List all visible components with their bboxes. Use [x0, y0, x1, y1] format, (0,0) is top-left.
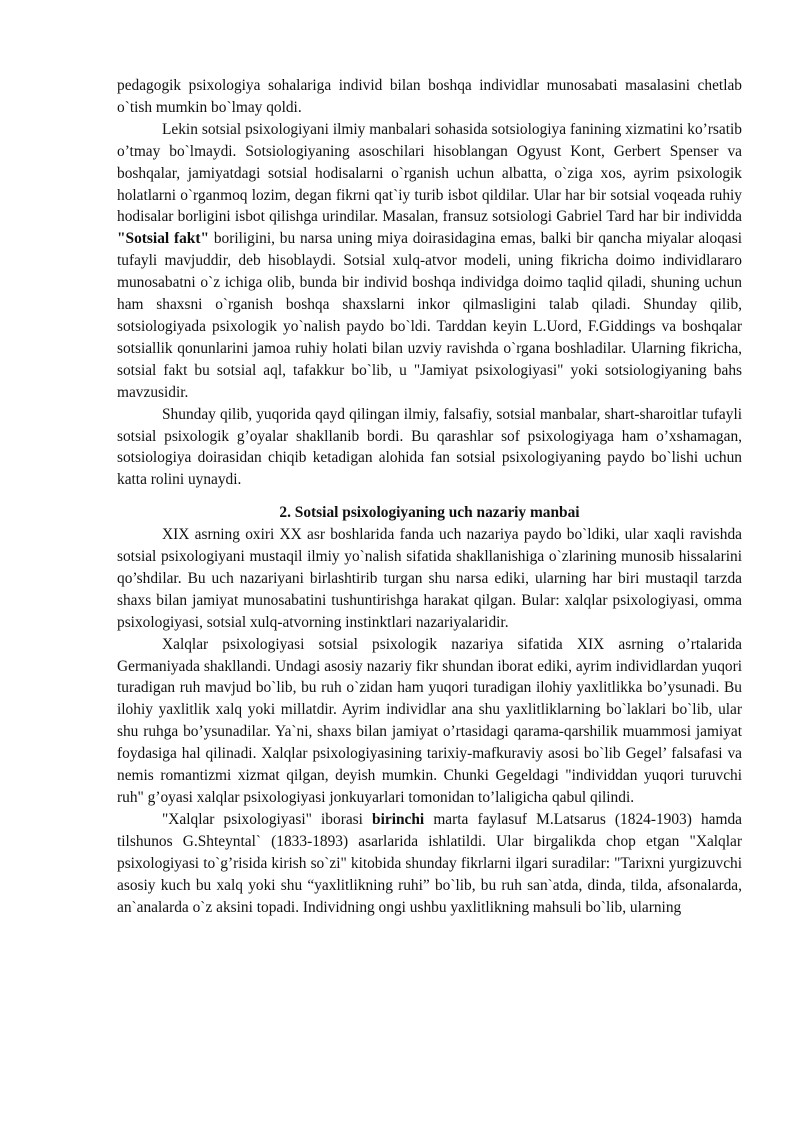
paragraph: pedagogik psixologiya sohalariga individ bilan boshqa individlar munosabati masalasini chetlab o`tish mumkin bo`lmay qoldi. [117, 77, 742, 116]
bold-term: "Sotsial fakt" [117, 230, 210, 248]
paragraph: Xalqlar psixologiyasi sotsial psixologik nazariya sifatida XIX asrning o’rtalarida Germaniyada shakllandi. Undagi asosiy nazariy fikr shundan iborat ediki, ayrim individlardan yuqori turadigan ruh mavjud bo`lib, bu ruh o`zidan ham yuqori turadigan ilohiy yaxlitlikka bo’ysunadi. Bu ilohiy yaxlitlik xalq yoki millatdir. Ayrim individlar ana shu yaxlitliklarning bo`laklari bo`lib, ular shu ruhga bo’ysunadilar. Ya`ni, shaxs bilan jamiyat o’rtasidagi qarama-qarshilik muammosi jamiyat foydasiga hal qilinadi. Xalqlar psixologiyasining tarixiy-mafkuraviy asosi bo`lib Gegel’ falsafasi va nemis romantizmi xizmat qilgan, deyish mumkin. Chunki Gegeldagi "individdan yuqori turuvchi ruh" g’oyasi xalqlar psixologiyasi jonkuyarlari tomonidan to’laligicha qabul qilindi. [117, 635, 742, 806]
document-page [117, 75, 742, 918]
bold-term: birinchi [372, 810, 425, 828]
section-heading: 2. Sotsial psixologiyaning uch nazariy manbai [279, 504, 580, 522]
paragraph: Lekin sotsial psixologiyani ilmiy manbalari sohasida sotsiologiya fanining xizmatini ko’rsatib o’tmay bo`lmaydi. Sotsiologiyaning asoschilari hisoblangan Ogyust Kont, Gerbert Spenser va boshqalar, jamiyatdagi sotsial hodisalarni o`rganish uchun albatta, o`ziga xos, ayrim psixologik holatlarni o`rganmoq lozim, degan fikrni qat`iy turib isbot qildilar. Ular har bir sotsial voqeada ruhiy hodisalar borligini isbot qilishga urindilar. Masalan, fransuz sotsiologi Gabriel Tard har bir individda "Sotsial fakt" boriligini, bu narsa uning miya doirasidagina emas, balki bir qancha miyalar aloqasi tufayli mavjuddir, deb hisoblaydi. Sotsial xulq-atvor modeli, uning fikricha doimo individlararo munosabatni o`z ichiga olib, bunda bir individ boshqa individga doimo taqlid qiladi, shuning uchun ham shaxsni o`rganish boshqa shaxslarni inkor qilmasligini talab qiladi. Shunday qilib, sotsiologiyada psixologik yo`nalish paydo bo`ldi. Tarddan keyin L.Uord, F.Giddings va boshqalar sotsiallik qonunlarini jamoa ruhiy holati bilan uzviy ravishda o`rgana boshladilar. Ularning fikricha, sotsial fakt bu sotsial aql, tafakkur bo`lib, u "Jamiyat psixologiyasi" yoki sotsiologiyaning bahs mavzusidir. [117, 120, 743, 401]
paragraph: "Xalqlar psixologiyasi" iborasi birinchi marta faylasuf M.Latsarus (1824-1903) hamda tilshunos G.Shteyntal` (1833-1893) asarlarida ishlatildi. Ular birgalikda chop etgan "Xalqlar psixologiyasi to`g’risida kirish so`zi" kitobida shunday fikrlarni ilgari suradilar: "Tarixni yurgizuvchi asosiy kuch bu xalq yoki shu “yaxlitlikning ruhi” bo`lib, bu ruh san`atda, dinda, tilda, afsonalarda, an`analarda o`z aksini topadi. Individning ongi ushbu yaxlitlikning mahsuli bo`lib, ularning [117, 810, 742, 916]
paragraph: Shunday qilib, yuqorida qayd qilingan ilmiy, falsafiy, sotsial manbalar, shart-sharoitlar tufayli sotsial psixologik g’oyalar shakllanib bordi. Bu qarashlar sof psixologiyaga ham o’xshamagan, sotsiologiya doirasidan chiqib ketadigan alohida fan sotsial psixologiyaning paydo bo`lishi uchun katta rolini uynaydi. [117, 405, 742, 489]
paragraph: XIX asrning oxiri XX asr boshlarida fanda uch nazariya paydo bo`ldiki, ular xaqli ravishda sotsial psixologiyani mustaqil ilmiy yo`nalish sifatida shakllanishiga o`zlarining munosib hissalarini qo’shdilar. Bu uch nazariyani birlashtirib turgan shu narsa ediki, ularning har biri mustaqil tarzda shaxs bilan jamiyat munosabatini tushuntirishga harakat qilgan. Bular: xalqlar psixologiyasi, omma psixologiyasi, sotsial xulq-atvorning instinktlari nazariyalaridir. [117, 526, 742, 631]
